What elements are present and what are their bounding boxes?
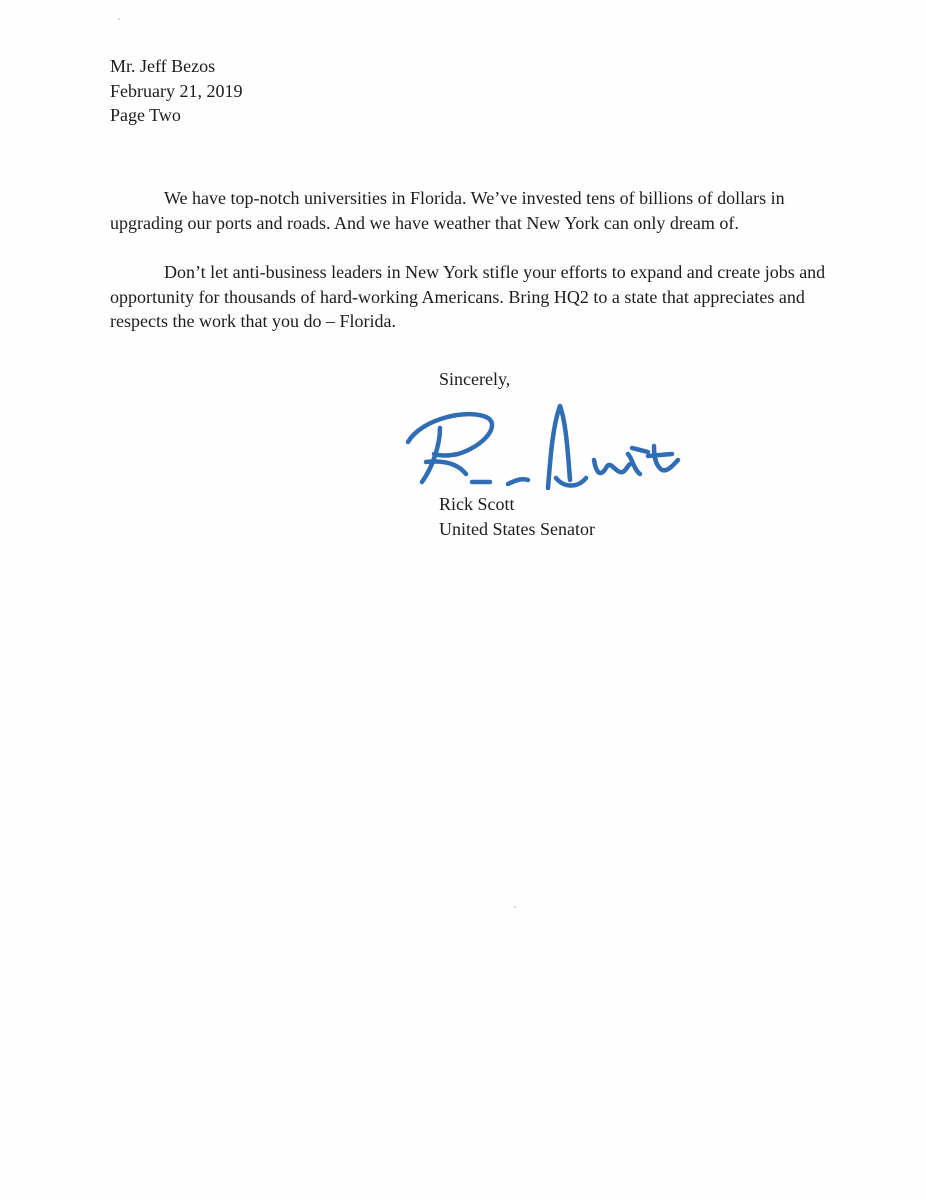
letter-header [110,54,242,128]
page-label: Page Two [110,105,181,125]
signer-name: Rick Scott [439,494,515,514]
letter-date: February 21, 2019 [110,80,243,101]
signature-strokes [408,406,678,488]
closing-salutation: Sincerely, [439,369,511,389]
scan-speck [118,18,120,20]
letter-body [110,186,830,359]
body-paragraph-2: Don’t let anti-business leaders in New York stifle your efforts to expand and create jobs and opportunity for thousands of hard-working Americans. Bring HQ2 to a state that appreciates and respects the work that you do – Florida. [110,262,826,331]
scan-speck [514,906,516,908]
recipient-name: Mr. Jeff Bezos [110,56,216,76]
signer-title: United States Senator [439,518,595,539]
body-paragraph-1: We have top-notch universities in Florida. We’ve invested tens of billions of dollars in upgrading our ports and roads. And we have weather that New York can only dream of. [110,188,785,233]
signature-block [439,492,595,541]
handwritten-signature [400,398,686,498]
